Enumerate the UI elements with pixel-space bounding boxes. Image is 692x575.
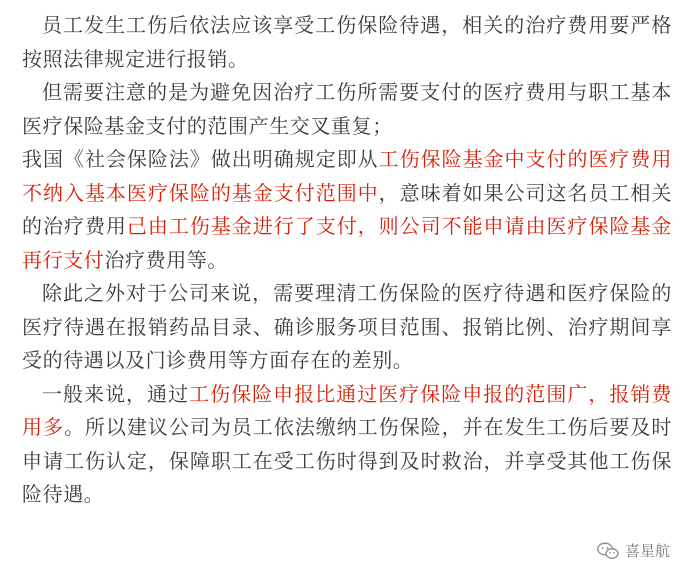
article-body <box>22 9 672 512</box>
watermark-label: 喜星航 <box>624 542 670 560</box>
paragraph-2 <box>22 76 672 143</box>
paragraph-1 <box>22 9 672 76</box>
text-segment: ，意味着如果公司这名员工相关的治疗费用 <box>22 180 672 238</box>
paragraph-3 <box>22 143 672 277</box>
text-segment: 我国《社会保险法》做出明确规定即从 <box>22 147 379 171</box>
paragraph-4 <box>22 277 672 378</box>
text-segment: 治疗费用等。 <box>104 247 229 272</box>
text-segment: 除此之外对于公司来说，需要理清工伤保险的医疗待遇和医疗保险的医疗待遇在报销药品目录、确诊服务项目范围、报销比例、治疗期间享受的待遇以及门诊费用等方面存在的差别。 <box>22 281 672 372</box>
highlight-segment: 工伤保险申报比通过医疗保险申报的范围广，报销费用多 <box>22 381 672 439</box>
text-segment: 。所以建议公司为员工依法缴纳工伤保险，并在发生工伤后要及时申请工伤认定，保障职工在受工伤时得到及时救治，并享受其他工伤保险待遇。 <box>22 415 672 506</box>
text-segment: 但需要注意的是为避免因治疗工伤所需要支付的医疗费用与职工基本医疗保险基金支付的范围产生交叉重复； <box>22 80 672 138</box>
wechat-icon <box>597 542 619 560</box>
highlight-segment: 工伤保险基金中支付的医疗费用不纳入基本医疗保险的基金支付范围中 <box>22 147 672 205</box>
text-segment: 一般来说，通过 <box>42 381 190 406</box>
watermark <box>597 540 670 561</box>
text-segment: 员工发生工伤后依法应该享受工伤保险待遇，相关的治疗费用要严格按照法律规定进行报销。 <box>22 13 672 71</box>
paragraph-5 <box>22 378 672 512</box>
highlight-segment: 己由工伤基金进行了支付，则公司不能申请由医疗保险基金再行支付 <box>22 214 672 272</box>
